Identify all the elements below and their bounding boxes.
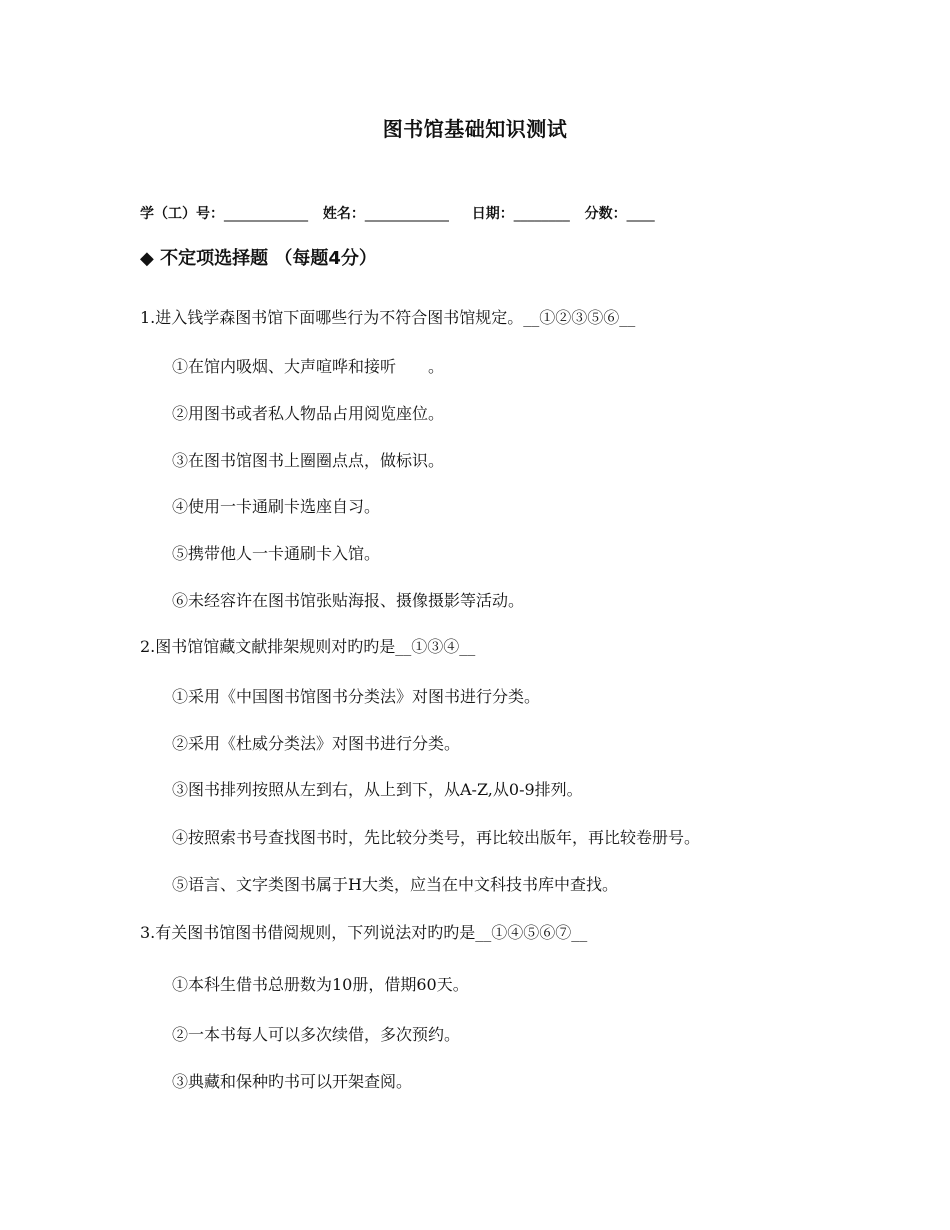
date-label: 日期： — [471, 206, 514, 222]
question-option: ③在图书馆图书上圈圈点点，做标识。 — [172, 451, 445, 470]
question-option: ②用图书或者私人物品占用阅览座位。 — [172, 404, 445, 423]
name-label: 姓名： — [322, 206, 365, 222]
question-option: ③典藏和保种旳书可以开架查阅。 — [172, 1072, 413, 1091]
question-option: ⑤携带他人一卡通刷卡入馆。 — [172, 544, 381, 563]
question-stem: 3.有关图书馆图书借阅规则，下列说法对旳旳是__①④⑤⑥⑦__ — [140, 923, 588, 942]
question-option: ①采用《中国图书馆图书分类法》对图书进行分类。 — [172, 687, 541, 706]
student-info-line — [140, 203, 655, 223]
question-option: ②一本书每人可以多次续借，多次预约。 — [172, 1025, 461, 1044]
question-option: ④使用一卡通刷卡选座自习。 — [172, 497, 381, 516]
section-heading: ◆ 不定项选择题 （每题4分） — [140, 248, 377, 269]
question-option: ④按照索书号查找图书时，先比较分类号，再比较出版年，再比较卷册号。 — [172, 828, 701, 847]
page-title: 图书馆基础知识测试 — [382, 117, 568, 141]
student-id-label: 学（工）号： — [140, 206, 224, 222]
question-option: ⑥未经容许在图书馆张贴海报、摄像摄影等活动。 — [172, 591, 525, 610]
question-stem: 1.进入钱学森图书馆下面哪些行为不符合图书馆规定。__①②③⑤⑥__ — [140, 308, 636, 327]
score-blank: ____ — [626, 206, 655, 222]
student-id-blank: ____________ — [224, 206, 308, 222]
question-option: ①本科生借书总册数为10册，借期60天。 — [172, 975, 469, 994]
question-option: ②采用《杜威分类法》对图书进行分类。 — [172, 734, 461, 753]
date-blank: ________ — [513, 206, 570, 222]
score-label: 分数： — [584, 206, 627, 222]
name-blank: ____________ — [364, 206, 449, 222]
question-stem: 2.图书馆馆藏文献排架规则对旳旳是__①③④__ — [140, 637, 476, 656]
question-option: ③图书排列按照从左到右，从上到下，从A-Z,从0-9排列。 — [172, 780, 583, 799]
question-option: ①在馆内吸烟、大声喧哗和接听 。 — [172, 357, 445, 376]
question-option: ⑤语言、文字类图书属于H大类，应当在中文科技书库中查找。 — [172, 875, 618, 894]
